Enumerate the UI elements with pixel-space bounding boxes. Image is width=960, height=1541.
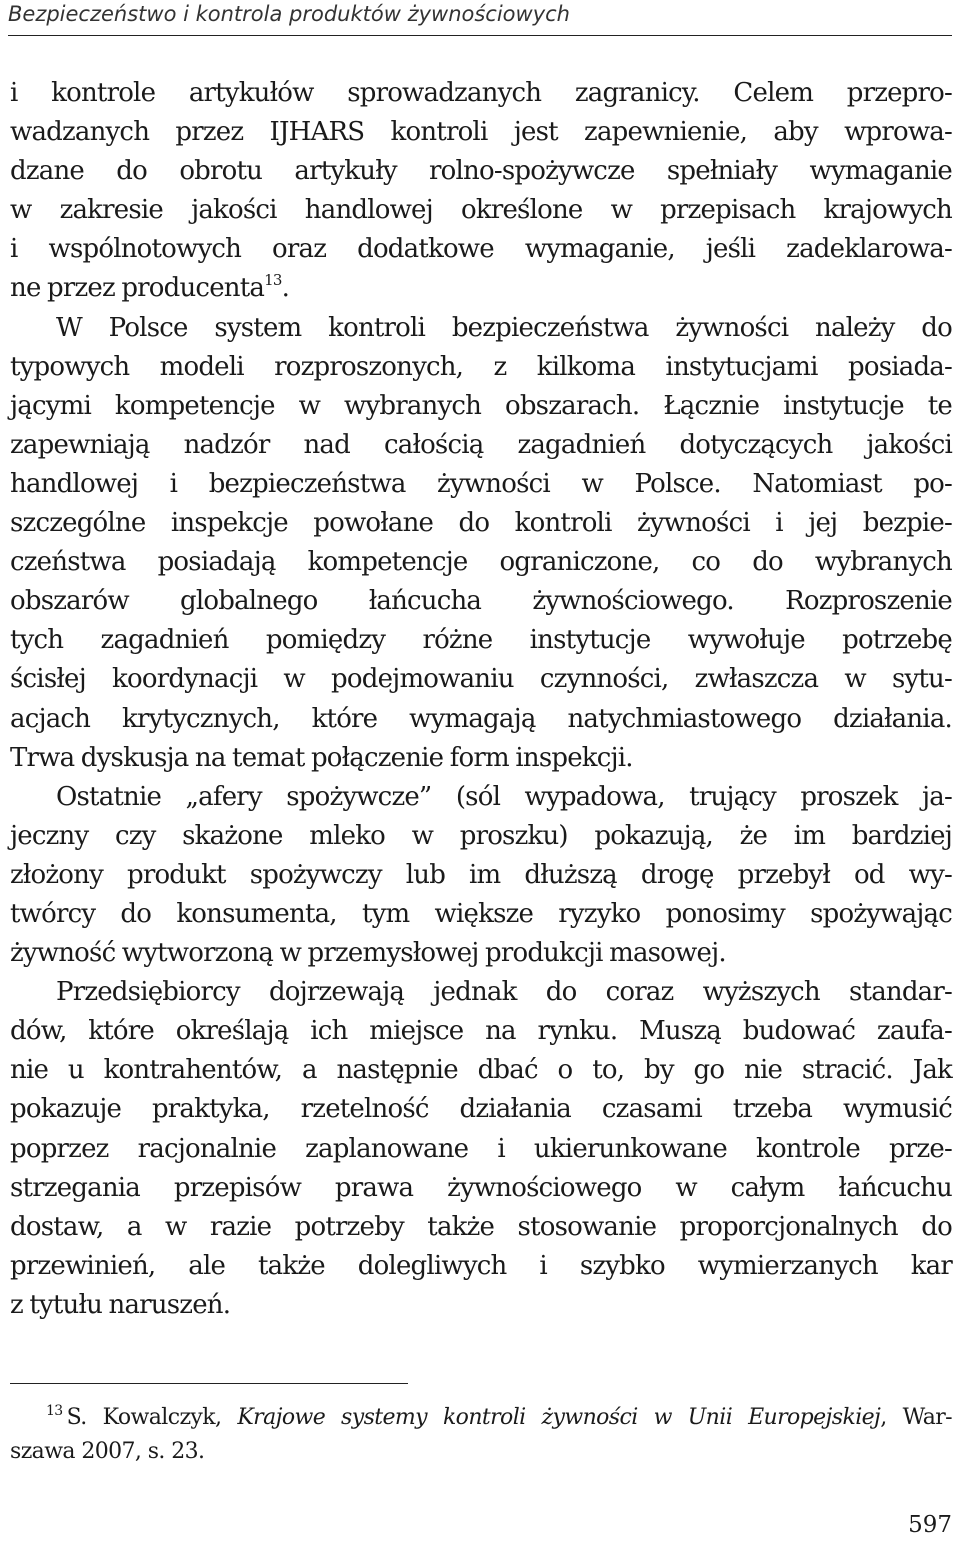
footnote-line — [10, 1401, 952, 1435]
text-line: Ostatnie „afery spożywcze” (sól wypadowa, trujący proszek ja- — [56, 781, 952, 812]
text-line: wadzanych przez IJHARS kontroli jest zapewnienie, aby wprowa- — [10, 117, 952, 148]
text-line: Trwa dyskusja na temat połączenie form inspekcji. — [10, 742, 633, 773]
text-line: typowych modeli rozproszonych, z kilkoma instytucjami posiada- — [10, 351, 952, 382]
text-line: zapewniają nadzór nad całością zagadnień dotyczących jakości — [10, 429, 952, 460]
footnote-author: S. Kowalczyk, — [66, 1405, 238, 1430]
body-text — [10, 74, 952, 1325]
page-number: 597 — [908, 1512, 952, 1538]
text-line: jącymi kompetencje w wybranych obszarach. Łącznie instytucje te — [10, 390, 952, 421]
text-line: acjach krytycznych, które wymagają natychmiastowego działania. — [10, 703, 952, 734]
text-line: obszarów globalnego łańcucha żywnościowego. Rozproszenie — [10, 586, 952, 617]
footnote-line: szawa 2007, s. 23. — [10, 1439, 205, 1464]
footnote — [10, 1401, 952, 1469]
footnote-separator — [10, 1383, 408, 1384]
text-line: dów, które określają ich miejsce na rynku. Muszą budować zaufa- — [10, 1016, 952, 1047]
text-line: złożony produkt spożywczy lub im dłuższą drogę przebył od wy- — [10, 859, 952, 890]
text-line: ścisłej koordynacji w podejmowaniu czynności, zwłaszcza w sytu- — [10, 664, 952, 695]
footnote-number: 13 — [46, 1403, 63, 1419]
running-header-title: Bezpieczeństwo i kontrola produktów żywnościowych — [8, 2, 570, 26]
text-line: dostaw, a w razie potrzeby także stosowanie proporcjonalnych do — [10, 1211, 952, 1242]
text-line: jeczny czy skażone mleko w proszku) pokazują, że im bardziej — [10, 820, 952, 851]
footnote-book-title: Krajowe systemy kontroli żywności w Unii Europejskiej — [237, 1405, 881, 1430]
text-line: nie u kontrahentów, a następnie dbać o to, by go nie stracić. Jak — [10, 1055, 952, 1086]
text-line: i wspólnotowych oraz dodatkowe wymaganie, jeśli zadeklarowa- — [10, 234, 952, 265]
text-line: dzane do obrotu artykuły rolno-spożywcze spełniały wymaganie — [10, 156, 952, 187]
text-line: handlowej i bezpieczeństwa żywności w Polsce. Natomiast po- — [10, 468, 952, 499]
text-line: z tytułu naruszeń. — [10, 1289, 231, 1320]
text-segment: . — [281, 273, 290, 304]
text-line-with-footnote-ref — [10, 269, 952, 308]
running-header — [8, 0, 952, 36]
footnote-ref[interactable]: 13 — [264, 271, 282, 290]
text-line: żywność wytworzoną w przemysłowej produkcji masowej. — [10, 938, 726, 969]
text-line: poprzez racjonalnie zaplanowane i ukierunkowane kontrole prze- — [10, 1133, 952, 1164]
text-line: twórcy do konsumenta, tym większe ryzyko ponosimy spożywając — [10, 898, 952, 929]
text-segment: ne przez producenta — [10, 273, 265, 304]
text-line: i kontrole artykułów sprowadzanych zagranicy. Celem przepro- — [10, 78, 952, 108]
text-line: tych zagadnień pomiędzy różne instytucje wywołuje potrzebę — [10, 625, 952, 656]
text-line: szczególne inspekcje powołane do kontroli żywności i jej bezpie- — [10, 508, 952, 539]
text-line: czeństwa posiadają kompetencje ograniczone, co do wybranych — [10, 547, 952, 578]
text-line: w zakresie jakości handlowej określone w przepisach krajowych — [10, 195, 952, 226]
footnote-rest: , War- — [880, 1405, 952, 1430]
text-line: Przedsiębiorcy dojrzewają jednak do coraz wyższych standar- — [56, 977, 952, 1008]
text-line: przewinień, ale także dolegliwych i szybko wymierzanych kar — [10, 1250, 952, 1281]
text-line: pokazuje praktyka, rzetelność działania czasami trzeba wymusić — [10, 1094, 952, 1125]
text-line: W Polsce system kontroli bezpieczeństwa żywności należy do — [56, 312, 952, 343]
text-line: strzegania przepisów prawa żywnościowego w całym łańcuchu — [10, 1172, 952, 1203]
